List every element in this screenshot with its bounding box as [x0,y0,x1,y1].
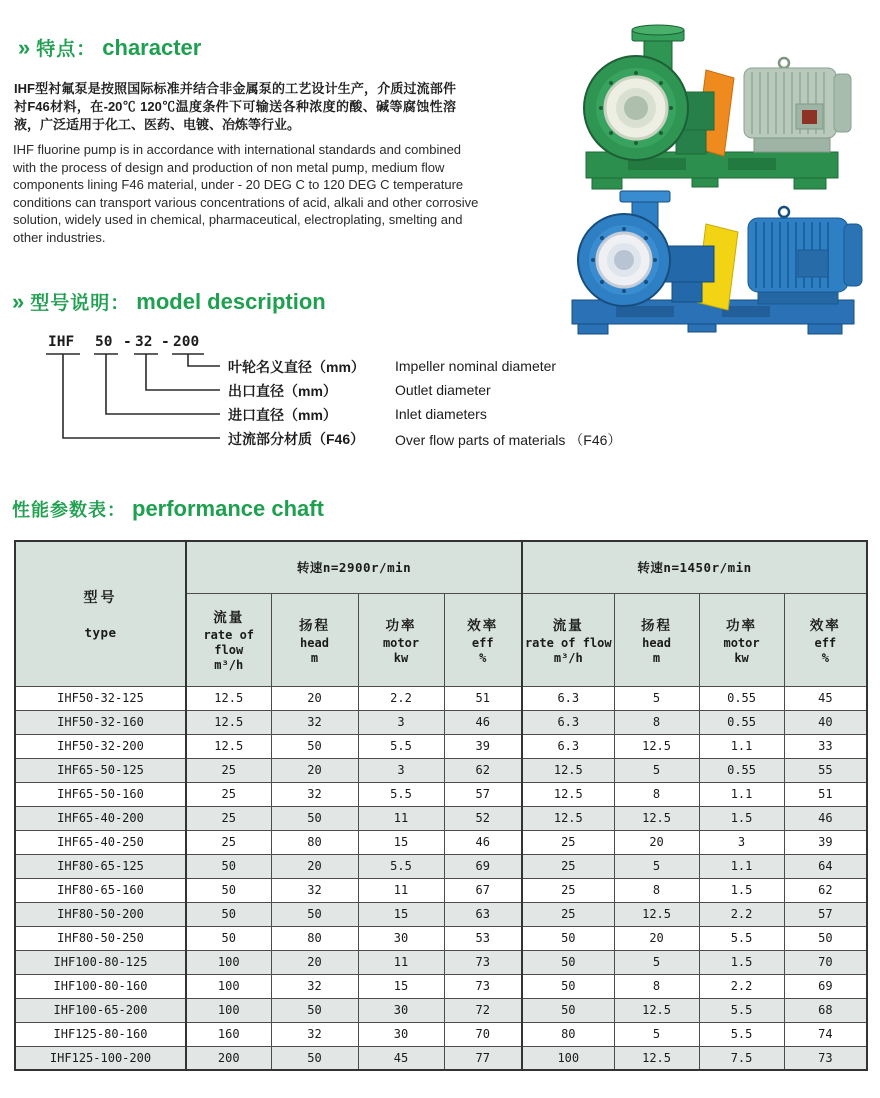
cell-value: 25 [522,830,614,854]
cell-value: 1.5 [699,878,784,902]
table-row [15,1046,867,1070]
cell-value: 11 [358,950,444,974]
speed-header-row [15,541,867,593]
cell-value: 33 [784,734,867,758]
performance-heading [12,496,324,522]
cell-value: 50 [271,902,358,926]
cell-pump-type: IHF50-32-160 [15,710,186,734]
performance-table-body [15,686,867,1070]
cell-pump-type: IHF65-40-200 [15,806,186,830]
cell-value: 15 [358,902,444,926]
cell-value: 20 [614,926,699,950]
cell-value: 5 [614,758,699,782]
cell-value: 51 [444,686,522,710]
cell-value: 2.2 [358,686,444,710]
cell-pump-type: IHF100-65-200 [15,998,186,1022]
cell-value: 100 [522,1046,614,1070]
speed-header-1450: 转速n=1450r/min [522,541,867,593]
cell-value: 68 [784,998,867,1022]
cell-value: 5.5 [699,998,784,1022]
cell-value: 1.1 [699,734,784,758]
cell-pump-type: IHF100-80-160 [15,974,186,998]
cell-value: 11 [358,806,444,830]
cell-pump-type: IHF80-65-160 [15,878,186,902]
cell-value: 20 [271,686,358,710]
model-label-zh: 出口直径（mm） [228,383,337,399]
cell-value: 200 [186,1046,271,1070]
cell-value: 45 [358,1046,444,1070]
cell-value: 25 [186,782,271,806]
cell-value: 20 [271,758,358,782]
cell-pump-type: IHF50-32-125 [15,686,186,710]
cell-pump-type: IHF50-32-200 [15,734,186,758]
table-row [15,782,867,806]
table-row [15,686,867,710]
model-segment: IHF [48,334,75,350]
cell-value: 62 [784,878,867,902]
col-header-head: 扬程 head m [614,593,699,686]
type-column-header [15,541,186,686]
col-header-motor: 功率 motor kw [358,593,444,686]
table-row [15,734,867,758]
cell-value: 50 [784,926,867,950]
cell-value: 73 [444,974,522,998]
model-separator: - [123,334,132,350]
cell-value: 77 [444,1046,522,1070]
cell-value: 3 [358,758,444,782]
cell-value: 2.2 [699,902,784,926]
speed-header-2900: 转速n=2900r/min [186,541,522,593]
cell-value: 30 [358,926,444,950]
cell-value: 62 [444,758,522,782]
cell-value: 5.5 [699,926,784,950]
cell-value: 45 [784,686,867,710]
cell-value: 12.5 [614,1046,699,1070]
table-row [15,806,867,830]
blue-pump-photo [546,188,878,340]
cell-value: 25 [522,878,614,902]
model-label-zh: 过流部分材质（F46） [228,431,365,447]
cell-value: 1.5 [699,950,784,974]
cell-value: 25 [186,830,271,854]
cell-value: 12.5 [186,710,271,734]
cell-value: 69 [784,974,867,998]
cell-value: 50 [186,878,271,902]
character-heading-zh: 特点： [36,39,97,60]
cell-value: 57 [784,902,867,926]
table-row [15,902,867,926]
cell-pump-type: IHF80-50-200 [15,902,186,926]
cell-value: 39 [444,734,522,758]
cell-value: 52 [444,806,522,830]
cell-value: 12.5 [614,998,699,1022]
cell-value: 70 [444,1022,522,1046]
chevron-icon: » [12,289,25,314]
cell-pump-type: IHF80-65-125 [15,854,186,878]
table-row [15,926,867,950]
cell-value: 40 [784,710,867,734]
cell-value: 50 [271,806,358,830]
cell-pump-type: IHF65-50-125 [15,758,186,782]
cell-value: 5.5 [699,1022,784,1046]
cell-value: 32 [271,878,358,902]
cell-value: 57 [444,782,522,806]
cell-value: 1.5 [699,806,784,830]
type-header-zh: 型号 [83,590,118,607]
cell-value: 39 [784,830,867,854]
cell-pump-type: IHF100-80-125 [15,950,186,974]
cell-value: 12.5 [522,758,614,782]
cell-value: 73 [784,1046,867,1070]
model-label-en: Impeller nominal diameter [395,358,557,374]
cell-value: 2.2 [699,974,784,998]
cell-value: 5.5 [358,734,444,758]
table-row [15,710,867,734]
cell-value: 50 [271,1046,358,1070]
cell-value: 50 [186,926,271,950]
col-header-flow: 流量 rate of flow m³/h [522,593,614,686]
cell-value: 50 [271,998,358,1022]
cell-value: 30 [358,1022,444,1046]
model-description-heading [12,288,326,315]
model-heading-zh: 型号说明： [30,293,131,314]
character-heading-en: character [102,35,202,60]
cell-value: 5 [614,854,699,878]
cell-value: 100 [186,974,271,998]
cell-value: 46 [444,830,522,854]
cell-value: 20 [614,830,699,854]
model-segment: 32 [135,334,153,350]
cell-value: 12.5 [614,734,699,758]
character-paragraph-zh: IHF型衬氟泵是按照国际标准并结合非金属泵的工艺设计生产，介质过流部件衬F46材料，在-20℃ 120℃温度条件下可输送各种浓度的酸、碱等腐蚀性溶液，广泛适用于化工、医药、电镀、冶炼等行业。 [14,81,456,132]
character-paragraph-en: IHF fluorine pump is in accordance with international standards and combined with the process of design and production of non metal pump, medium flow components lining F46 material, under - 20 DEG C to 120 DEG C temperature conditions can transport various concentrations of acid, alkali and other corrosive solution, widely used in chemical, pharmaceutical, electroplating, smelting and other industries. [13,142,479,245]
type-header-en: type [84,625,117,641]
cell-value: 20 [271,854,358,878]
model-separator: - [161,334,170,350]
cell-value: 7.5 [699,1046,784,1070]
cell-value: 46 [784,806,867,830]
chevron-icon: » [18,35,31,60]
cell-pump-type: IHF80-50-250 [15,926,186,950]
table-row [15,830,867,854]
cell-value: 12.5 [522,782,614,806]
cell-value: 12.5 [614,902,699,926]
cell-value: 3 [699,830,784,854]
cell-value: 50 [271,734,358,758]
cell-value: 72 [444,998,522,1022]
model-label-zh: 叶轮名义直径（mm） [228,359,365,375]
performance-heading-zh: 性能参数表： [12,500,126,520]
character-heading [18,34,201,61]
cell-value: 5.5 [358,782,444,806]
cell-value: 15 [358,974,444,998]
cell-value: 100 [186,998,271,1022]
table-row [15,950,867,974]
cell-value: 50 [522,998,614,1022]
cell-value: 8 [614,782,699,806]
cell-value: 15 [358,830,444,854]
cell-value: 73 [444,950,522,974]
cell-value: 5.5 [358,854,444,878]
model-segment: 200 [173,334,200,350]
cell-value: 55 [784,758,867,782]
table-row [15,854,867,878]
table-row [15,974,867,998]
table-row [15,878,867,902]
model-label-en: Outlet diameter [395,382,491,398]
cell-value: 11 [358,878,444,902]
cell-value: 25 [522,902,614,926]
cell-value: 0.55 [699,686,784,710]
cell-value: 5 [614,950,699,974]
model-label-zh: 进口直径（mm） [228,407,337,423]
cell-value: 12.5 [186,734,271,758]
cell-value: 12.5 [614,806,699,830]
cell-value: 30 [358,998,444,1022]
cell-value: 32 [271,974,358,998]
col-header-eff: 效率 eff % [784,593,867,686]
model-segment: 50 [95,334,113,350]
cell-value: 8 [614,878,699,902]
cell-value: 6.3 [522,734,614,758]
cell-value: 100 [186,950,271,974]
cell-pump-type: IHF125-80-160 [15,1022,186,1046]
cell-value: 6.3 [522,686,614,710]
cell-value: 25 [522,854,614,878]
cell-value: 3 [358,710,444,734]
cell-pump-type: IHF65-50-160 [15,782,186,806]
table-row [15,758,867,782]
cell-value: 53 [444,926,522,950]
cell-value: 74 [784,1022,867,1046]
cell-value: 0.55 [699,758,784,782]
model-label-en: Inlet diameters [395,406,487,422]
cell-value: 70 [784,950,867,974]
cell-value: 67 [444,878,522,902]
cell-value: 80 [271,926,358,950]
cell-value: 160 [186,1022,271,1046]
cell-value: 12.5 [522,806,614,830]
col-header-motor: 功率 motor kw [699,593,784,686]
green-pump-photo [556,16,872,198]
cell-value: 1.1 [699,782,784,806]
cell-value: 63 [444,902,522,926]
cell-value: 12.5 [186,686,271,710]
cell-value: 50 [522,974,614,998]
cell-value: 80 [271,830,358,854]
cell-value: 6.3 [522,710,614,734]
cell-value: 46 [444,710,522,734]
cell-value: 51 [784,782,867,806]
cell-value: 50 [522,926,614,950]
col-header-head: 扬程 head m [271,593,358,686]
cell-value: 69 [444,854,522,878]
cell-value: 25 [186,806,271,830]
model-label-en: Over flow parts of materials （F46） [395,432,622,448]
model-code-diagram [40,330,870,460]
cell-value: 0.55 [699,710,784,734]
cell-value: 25 [186,758,271,782]
table-row [15,1022,867,1046]
cell-value: 50 [186,854,271,878]
cell-value: 5 [614,1022,699,1046]
cell-value: 80 [522,1022,614,1046]
col-header-eff: 效率 eff % [444,593,522,686]
col-header-flow: 流量 rate of flow m³/h [186,593,271,686]
cell-value: 20 [271,950,358,974]
model-heading-en: model description [136,289,326,314]
cell-value: 1.1 [699,854,784,878]
cell-value: 50 [522,950,614,974]
cell-value: 8 [614,710,699,734]
cell-value: 50 [186,902,271,926]
cell-value: 32 [271,1022,358,1046]
cell-pump-type: IHF65-40-250 [15,830,186,854]
performance-heading-en: performance chaft [132,496,324,521]
cell-value: 32 [271,710,358,734]
cell-value: 64 [784,854,867,878]
cell-pump-type: IHF125-100-200 [15,1046,186,1070]
table-row [15,998,867,1022]
cell-value: 5 [614,686,699,710]
cell-value: 32 [271,782,358,806]
performance-table [14,540,868,1071]
cell-value: 8 [614,974,699,998]
